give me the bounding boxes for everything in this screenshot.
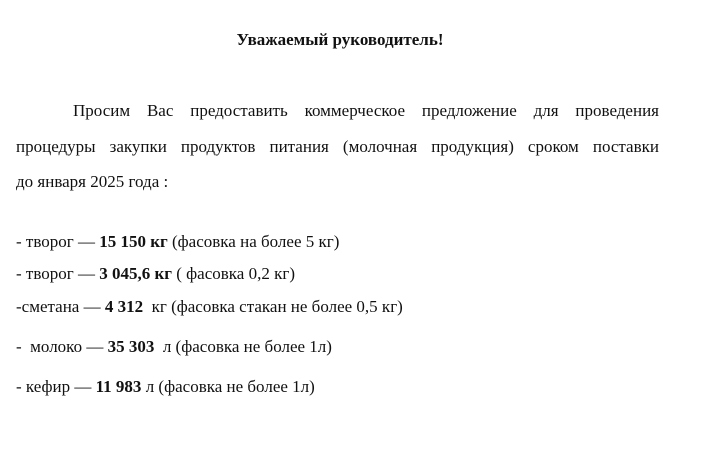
list-item <box>16 231 339 253</box>
item-packaging: (фасовка на более 5 кг) <box>167 232 340 251</box>
item-quantity: 15 150 кг <box>99 232 168 251</box>
item-quantity: 11 983 <box>95 377 142 396</box>
item-packaging: ( фасовка 0,2 кг) <box>172 264 295 283</box>
item-product: -сметана — <box>16 297 105 316</box>
item-packaging: л (фасовка не более 1л) <box>154 337 332 356</box>
item-packaging: л (фасовка не более 1л) <box>141 377 315 396</box>
item-quantity: 4 312 <box>104 297 144 316</box>
intro-line-3: до января 2025 года : <box>16 172 169 191</box>
list-item <box>16 263 295 285</box>
list-item <box>16 376 315 398</box>
item-packaging: кг (фасовка стакан не более 0,5 кг) <box>143 297 403 316</box>
item-product: - молоко — <box>16 337 108 356</box>
intro-line-2: процедуры закупки продуктов питания (молочная продукция) сроком поставки <box>16 137 659 156</box>
item-product: - творог — <box>16 264 100 283</box>
list-item <box>16 296 403 318</box>
item-quantity: 35 303 <box>107 337 155 356</box>
item-quantity: 3 045,6 кг <box>99 264 172 283</box>
list-item <box>16 336 332 358</box>
item-product: - творог — <box>16 232 100 251</box>
item-product: - кефир — <box>16 377 96 396</box>
intro-line-1: Просим Вас предоставить коммерческое предложение для проведения <box>73 101 659 120</box>
greeting-heading: Уважаемый руководитель! <box>236 30 444 49</box>
